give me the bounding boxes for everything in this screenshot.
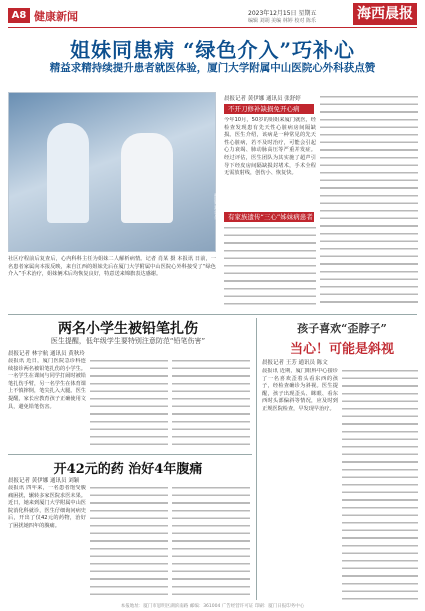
page-footer: 本报地址：厦门市思明区湖滨南路 邮编：361004 广告经营许可证 印刷：厦门日报印务中心: [120, 604, 305, 609]
lead-photo: [8, 92, 219, 252]
article2-byline: 晨报记者 林宇航 通讯员 黄秋玲: [8, 351, 85, 357]
lead-subheadline: 精益求精持续提升患者就医体验，厦门大学附属中山医院心外科获点赞: [49, 62, 376, 74]
article4-headline: 开42元的药 治好4年腹痛: [53, 462, 203, 477]
lead-divider: [8, 314, 417, 315]
article3-headline: 孩子喜欢“歪脖子”: [297, 322, 387, 335]
article3-byline: 晨报记者 王芳 通讯员 陈文: [262, 360, 328, 366]
editor-line: 编辑 刘胡 美编 林婷 校对 陈乐: [248, 18, 316, 24]
article2-body: 晨报讯 近日，厦门医院急诊科连续接诊两名被铅笔扎伤的小学生。一名学生在课间与同学打闹时被铅笔扎伤手臂，另一名学生在体育课上不慎摔倒，笔尖扎入大腿。医生提醒，家长应教育孩子正确使用文具，避免铅笔伤害。: [8, 358, 86, 410]
article3-subheadline: 当心！可能是斜视: [289, 342, 394, 357]
photo-figure-right: [121, 133, 173, 223]
lead-byline: 晨报记者 黄伊娜 通讯员 张舒婷: [224, 96, 301, 102]
header-rule: [8, 27, 417, 28]
article2-col2-lines: [90, 358, 168, 450]
article3-body: 晨报讯 近期，厦门眼科中心接诊了一名喜欢歪着头看东西的孩子，经检查确诊为斜视。医生提醒，孩子出现歪头、眯眼、看东西时头部偏斜等情况，应及时到正规医院检查，早发现早治疗。: [262, 368, 338, 412]
photo-credit: 摄影/通讯员: [213, 193, 219, 220]
article3-col2-lines: [342, 368, 418, 600]
section-title: 健康新闻: [34, 10, 78, 23]
article2-col3-lines: [172, 358, 250, 450]
article4-col2-lines: [90, 485, 168, 600]
page-number: A8: [8, 8, 30, 23]
column-divider: [256, 318, 257, 600]
photo-figure-left: [47, 123, 89, 223]
lead-body-col1: 今年10月，50岁的姐姐来厦门就医，经检查发现患有先天性心脏病房间隔缺损。医生介绍，该病是一种常见的先天性心脏病，若不及时治疗，可能会引起心力衰竭、肺动脉高压等严重并发症。经过评估，医生团队为其实施了超声引导下经皮房间隔缺损封堵术，手术全程无需放射线，创伤小、恢复快。: [224, 117, 316, 177]
article4-col3-lines: [172, 485, 250, 600]
lead-body-col2-lines: [320, 94, 418, 309]
newspaper-logo: 海西晨报: [353, 3, 417, 25]
issue-date: 2023年12月15日 星期五: [248, 10, 317, 17]
lead-section-bar-2: 有家族遗传“三心”姊妹病患者: [224, 212, 314, 222]
article4-body: 晨报讯 四年来，一名患者饱受腹痛困扰，辗转多家医院求医未果。近日，她来到厦门大学附属中山医院消化科就诊，医生仔细询问病史后，开出了仅42元的药物，治好了困扰她四年的腹痛。: [8, 485, 86, 529]
article4-byline: 晨报记者 黄伊娜 通讯员 刘颖: [8, 478, 80, 484]
article2-headline: 两名小学生被铅笔扎伤: [58, 321, 198, 337]
article4-divider: [8, 454, 252, 455]
photo-caption: 社区疗程前后复查后，心内科科主任为姐妹二人解析病情。记者 肖某 摄 本报讯 日前，一名患者家属向本报反映，来自江西的姐妹先后在厦门大学附属中山医院心外科接受了“绿色介入”手术治疗，姐妹俩术后均恢复良好，特意送来锦旗表达感谢。: [8, 256, 216, 278]
page-header: [0, 0, 425, 34]
lead-headline: 姐妹同患病 “绿色介入”巧补心: [70, 38, 355, 62]
lead-section-bar-1: 不开刀修补缺损免开心病: [224, 104, 314, 114]
lead-body-col3-lines: [224, 225, 316, 309]
article2-subheadline: 医生提醒，低年级学生要特别注意防范“铅笔伤害”: [50, 337, 206, 345]
